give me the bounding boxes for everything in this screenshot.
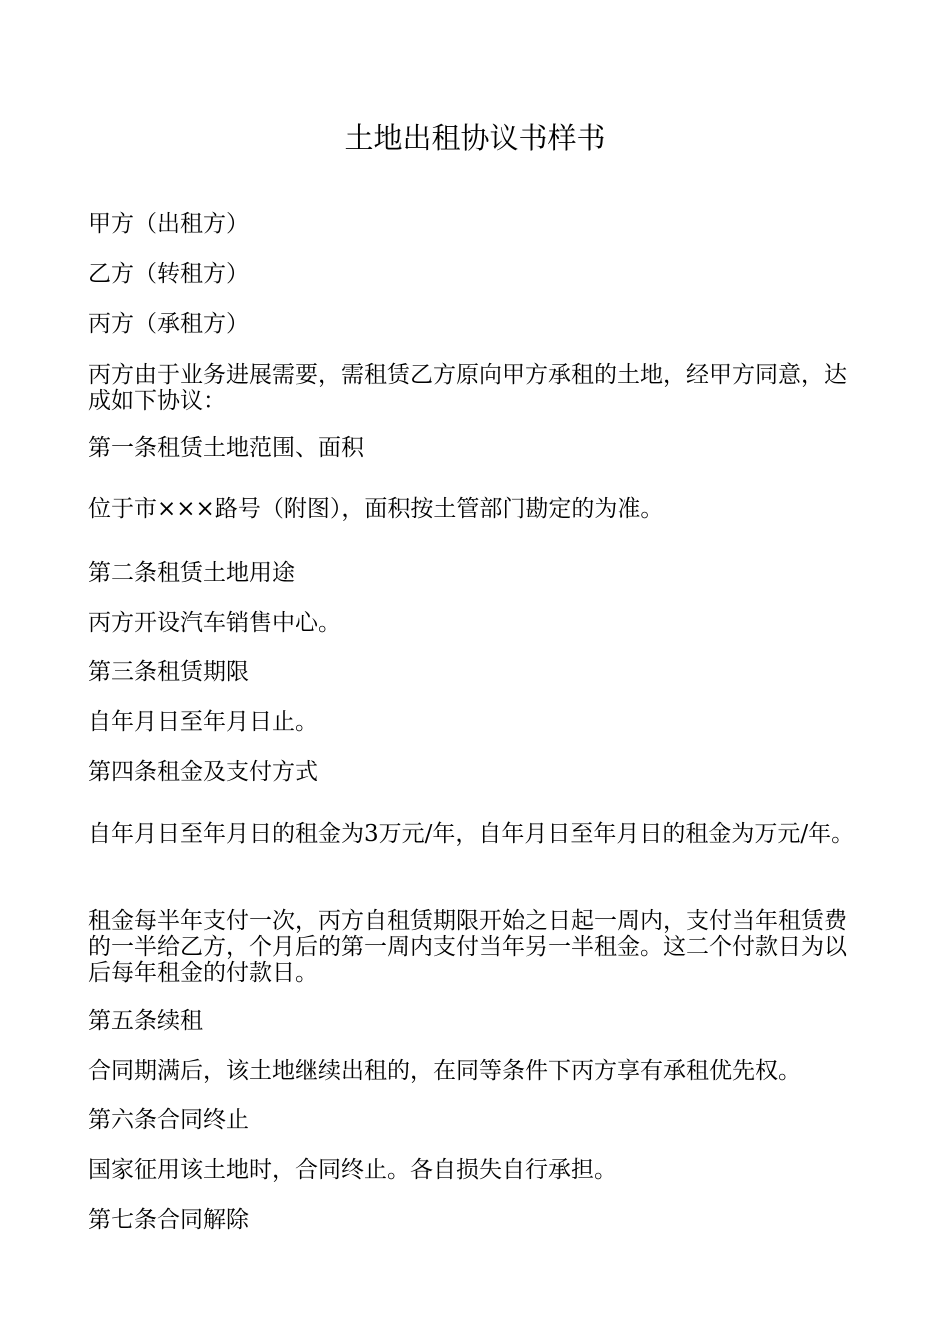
article-2-heading: 第二条租赁土地用途 [88, 560, 295, 586]
party-a-line: 甲方（出租方） [88, 211, 249, 237]
article-4-payment-paragraph: 租金每半年支付一次，丙方自租赁期限开始之日起一周内，支付当年租赁费的一半给乙方，个月后的第一周内支付当年另一半租金。这二个付款日为以后每年租金的付款日。 [88, 908, 847, 986]
party-c-line: 丙方（承租方） [88, 311, 249, 337]
article-7-heading: 第七条合同解除 [88, 1207, 249, 1233]
article-6-body: 国家征用该土地时，合同终止。各自损失自行承担。 [88, 1157, 617, 1183]
article-1-heading: 第一条租赁土地范围、面积 [88, 435, 364, 461]
article-4-heading: 第四条租金及支付方式 [88, 759, 318, 785]
party-b-line: 乙方（转租方） [88, 261, 249, 287]
article-2-body: 丙方开设汽车销售中心。 [88, 610, 341, 636]
document-title: 土地出租协议书样书 [344, 121, 606, 155]
article-4-rent-paragraph: 自年月日至年月日的租金为3万元/年，自年月日至年月日的租金为万元/年。 [88, 821, 855, 847]
article-1-body: 位于市×××路号（附图），面积按土管部门勘定的为准。 [88, 496, 664, 522]
article-5-heading: 第五条续租 [88, 1008, 203, 1034]
article-3-body: 自年月日至年月日止。 [88, 709, 318, 735]
article-6-heading: 第六条合同终止 [88, 1107, 249, 1133]
article-5-body: 合同期满后，该土地继续出租的，在同等条件下丙方享有承租优先权。 [88, 1058, 801, 1084]
article-3-heading: 第三条租赁期限 [88, 659, 249, 685]
preamble-paragraph: 丙方由于业务进展需要，需租赁乙方原向甲方承租的土地，经甲方同意，达成如下协议： [88, 362, 847, 414]
